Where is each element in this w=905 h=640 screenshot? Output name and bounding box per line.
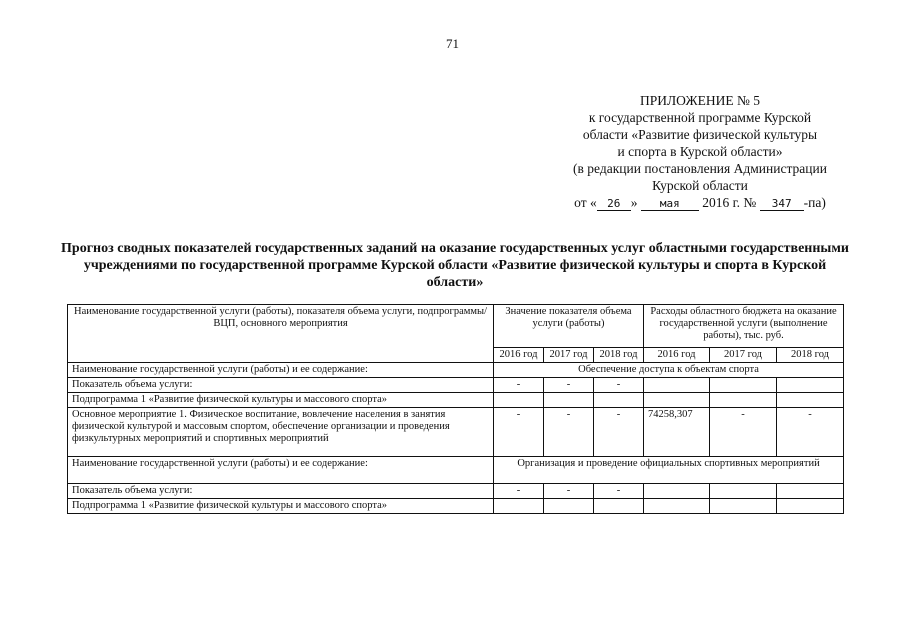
service-title: Обеспечение доступа к объектам спорта xyxy=(494,363,844,378)
appendix-line: Курской области xyxy=(652,178,748,193)
table-row xyxy=(68,393,844,408)
appendix-heading: ПРИЛОЖЕНИЕ № 5 xyxy=(639,93,761,108)
document-title: Прогноз сводных показателей государственных заданий на оказание государственных услуг областными государственными учреждениями по государственной программе Курской области «Развитие физической культуры и спорта в Курской области» xyxy=(61,241,849,290)
table-row xyxy=(68,363,844,378)
activity-value: - xyxy=(594,408,644,457)
table-row xyxy=(68,378,844,393)
empty-cell xyxy=(544,499,594,514)
appendix-line: (в редакции постановления Администрации xyxy=(573,161,827,176)
empty-cell xyxy=(777,484,844,499)
date-year-text: 2016 г. № xyxy=(702,195,757,210)
indicator-value: - xyxy=(494,378,544,393)
empty-cell xyxy=(644,499,710,514)
service-label: Наименование государственной услуги (работы) и ее содержание: xyxy=(68,457,494,484)
empty-cell xyxy=(494,499,544,514)
empty-cell xyxy=(644,378,710,393)
service-label: Наименование государственной услуги (работы) и ее содержание: xyxy=(68,363,494,378)
date-month: мая xyxy=(641,197,699,211)
forecast-table xyxy=(67,304,844,514)
indicator-label: Показатель объема услуги: xyxy=(68,484,494,499)
empty-cell xyxy=(710,499,777,514)
empty-cell xyxy=(710,484,777,499)
date-prefix: от « xyxy=(574,195,597,210)
empty-cell xyxy=(594,393,644,408)
year-header: 2017 год xyxy=(710,348,777,363)
page-number: 71 xyxy=(446,36,459,51)
empty-cell xyxy=(644,393,710,408)
empty-cell xyxy=(777,499,844,514)
date-suffix: -па) xyxy=(803,195,826,210)
resolution-number: 347 xyxy=(760,197,804,211)
activity-value: - xyxy=(777,408,844,457)
table-header-row xyxy=(68,305,844,348)
empty-cell xyxy=(777,378,844,393)
year-header: 2018 год xyxy=(777,348,844,363)
year-header: 2017 год xyxy=(544,348,594,363)
year-header: 2016 год xyxy=(644,348,710,363)
activity-label: Основное мероприятие 1. Физическое воспитание, вовлечение населения в занятия физической культурой и массовым спортом, обеспечение организации и проведения физкультурных мероприятий и спортивных мероприятий xyxy=(68,408,494,457)
year-header: 2018 год xyxy=(594,348,644,363)
header-value: Значение показателя объема услуги (работы) xyxy=(494,305,644,348)
subprogram-label: Подпрограмма 1 «Развитие физической культуры и массового спорта» xyxy=(68,499,494,514)
date-sep: » xyxy=(630,195,638,210)
empty-cell xyxy=(594,499,644,514)
indicator-value: - xyxy=(544,484,594,499)
indicator-value: - xyxy=(544,378,594,393)
table-row xyxy=(68,408,844,457)
activity-value: - xyxy=(494,408,544,457)
subprogram-label: Подпрограмма 1 «Развитие физической культуры и массового спорта» xyxy=(68,393,494,408)
service-title: Организация и проведение официальных спортивных мероприятий xyxy=(494,457,844,484)
activity-value: 74258,307 xyxy=(644,408,710,457)
indicator-value: - xyxy=(594,484,644,499)
empty-cell xyxy=(710,378,777,393)
resolution-date-line xyxy=(520,194,880,211)
appendix-line: области «Развитие физической культуры xyxy=(582,127,818,142)
appendix-line: и спорта в Курской области» xyxy=(617,144,783,159)
activity-value: - xyxy=(710,408,777,457)
appendix-line: к государственной программе Курской xyxy=(588,110,812,125)
table-row xyxy=(68,484,844,499)
empty-cell xyxy=(644,484,710,499)
appendix-block xyxy=(520,92,880,211)
empty-cell xyxy=(710,393,777,408)
empty-cell xyxy=(777,393,844,408)
indicator-value: - xyxy=(494,484,544,499)
table-row xyxy=(68,457,844,484)
empty-cell xyxy=(494,393,544,408)
indicator-label: Показатель объема услуги: xyxy=(68,378,494,393)
table-row xyxy=(68,499,844,514)
indicator-value: - xyxy=(594,378,644,393)
year-header: 2016 год xyxy=(494,348,544,363)
activity-value: - xyxy=(544,408,594,457)
empty-cell xyxy=(544,393,594,408)
header-name: Наименование государственной услуги (работы), показателя объема услуги, подпрограммы/ВЦП, основного мероприятия xyxy=(68,305,494,363)
header-expense: Расходы областного бюджета на оказание государственной услуги (выполнение работы), тыс. руб. xyxy=(644,305,844,348)
date-day: 26 xyxy=(597,197,631,211)
